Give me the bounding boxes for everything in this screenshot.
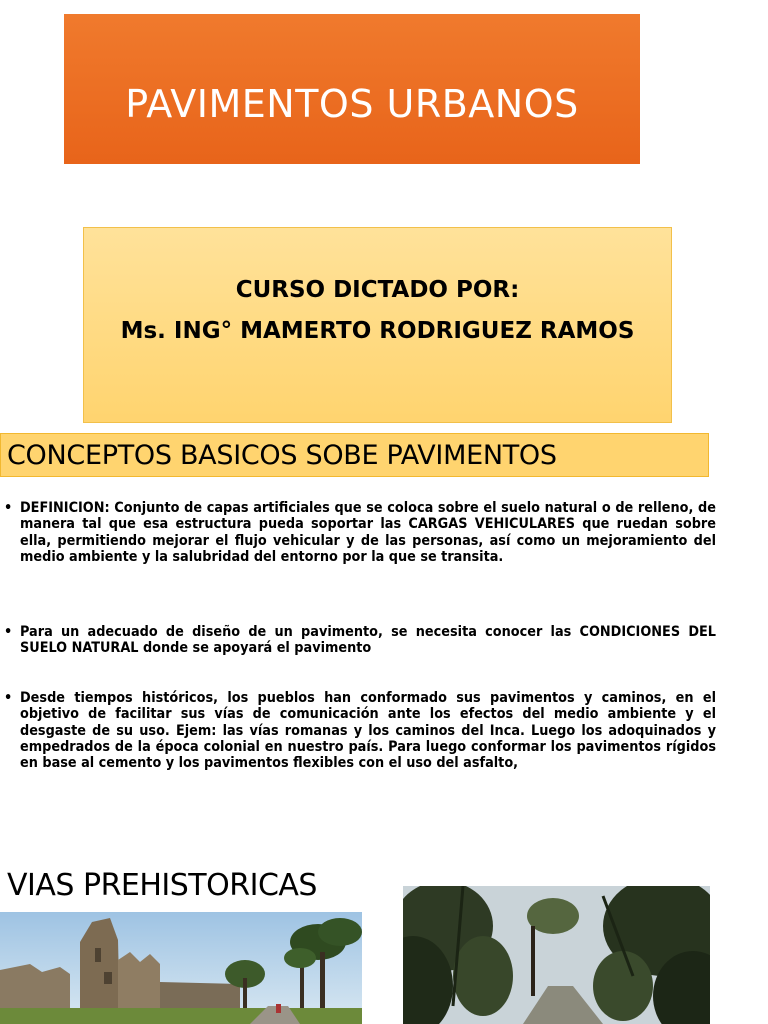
bullet-text: Para un adecuado de diseño de un pavimento, se necesita conocer las CONDICIONES DEL SUELO NATURAL donde se apoyará el pavimento — [20, 624, 716, 657]
bullet-marker: • — [4, 500, 13, 516]
title-banner — [64, 14, 640, 164]
list-item — [4, 690, 716, 771]
bullet-marker: • — [4, 624, 13, 640]
page-title: PAVIMENTOS URBANOS — [125, 82, 579, 126]
concepts-heading: CONCEPTOS BASICOS SOBE PAVIMENTOS — [7, 439, 557, 471]
list-item — [4, 500, 716, 565]
course-info-box — [83, 227, 672, 423]
section-heading: VIAS PREHISTORICAS — [7, 868, 317, 903]
bullet-marker: • — [4, 690, 13, 706]
forest-path-photo — [403, 886, 710, 1024]
bullet-text: DEFINICION: Conjunto de capas artificiales que se coloca sobre el suelo natural o de relleno, de manera tal que esa estructura pueda soportar las CARGAS VEHICULARES que ruedan sobre ella, permitiendo mejorar el flujo vehicular y de las personas, así como un mejoramiento del medio ambiente y la salubridad del entorno por la que se transita. — [20, 500, 716, 565]
instructor-name: Ms. ING° MAMERTO RODRIGUEZ RAMOS — [120, 318, 635, 344]
course-label: CURSO DICTADO POR: — [235, 277, 520, 303]
bullet-text: Desde tiempos históricos, los pueblos han conformado sus pavimentos y caminos, en el objetivo de facilitar sus vías de comunicación ante los efectos del medio ambiente y el desgaste de su uso. Ejem: las vías romanas y los caminos del Inca. Luego los adoquinados y empedrados de la época colonial en nuestro país. Para luego conformar los pavimentos rígidos en base al cemento y los pavimentos flexibles con el uso del asfalto, — [20, 690, 716, 772]
roman-road-ruins-photo — [0, 912, 362, 1024]
list-item — [4, 624, 716, 657]
concepts-heading-box — [0, 433, 709, 477]
